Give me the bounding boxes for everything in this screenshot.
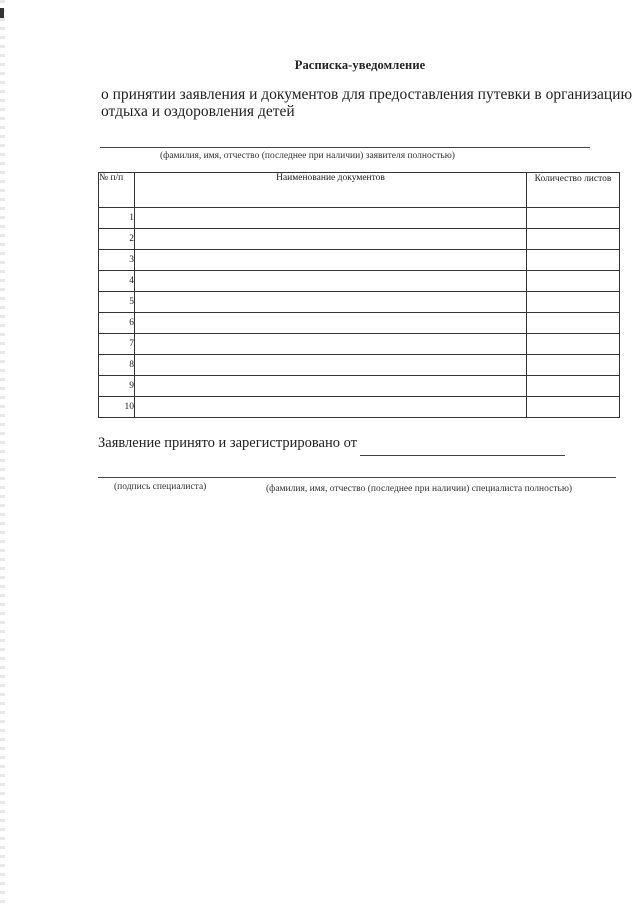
row-number: 3 (99, 250, 135, 271)
applicant-name-line[interactable] (100, 147, 590, 148)
sheet-count-cell[interactable] (527, 229, 620, 250)
table-row (99, 271, 620, 292)
row-number: 1 (99, 208, 135, 229)
document-name-cell[interactable] (135, 355, 527, 376)
registration-text: Заявление принято и зарегистрировано от (98, 435, 358, 451)
document-name-cell[interactable] (135, 397, 527, 418)
table-header-row (99, 173, 620, 208)
sheet-count-cell[interactable] (527, 313, 620, 334)
sheet-count-cell[interactable] (527, 271, 620, 292)
specialist-name-caption: (фамилия, имя, отчество (последнее при наличии) специалиста полностью) (266, 484, 573, 494)
header-num: № п/п (99, 173, 135, 208)
table-row (99, 397, 620, 418)
intro-text (101, 86, 633, 120)
header-sheet-count: Количество листов (527, 173, 620, 208)
scan-edge (0, 0, 5, 905)
sheet-count-cell[interactable] (527, 292, 620, 313)
table-row (99, 334, 620, 355)
sheet-count-cell[interactable] (527, 355, 620, 376)
table-row (99, 355, 620, 376)
table-row (99, 313, 620, 334)
sheet-count-cell[interactable] (527, 376, 620, 397)
row-number: 9 (99, 376, 135, 397)
row-number: 6 (99, 313, 135, 334)
row-number: 2 (99, 229, 135, 250)
table-row (99, 208, 620, 229)
document-name-cell[interactable] (135, 313, 527, 334)
document-name-cell[interactable] (135, 229, 527, 250)
specialist-signature-line[interactable] (98, 477, 616, 478)
table-row (99, 229, 620, 250)
table-body (99, 208, 620, 418)
documents-table (98, 172, 620, 418)
signature-caption: (подпись специалиста) (114, 482, 207, 492)
row-number: 5 (99, 292, 135, 313)
table-row (99, 250, 620, 271)
intro-line-2: отдыха и оздоровления детей (101, 103, 295, 120)
sheet-count-cell[interactable] (527, 208, 620, 229)
document-name-cell[interactable] (135, 271, 527, 292)
document-name-cell[interactable] (135, 376, 527, 397)
sheet-count-cell[interactable] (527, 250, 620, 271)
row-number: 10 (99, 397, 135, 418)
document-title: Расписка-уведомление (294, 58, 426, 72)
table-row (99, 376, 620, 397)
document-name-cell[interactable] (135, 250, 527, 271)
registration-date-field[interactable] (360, 455, 565, 456)
header-document-name: Наименование документов (135, 173, 527, 208)
table-row (99, 292, 620, 313)
row-number: 7 (99, 334, 135, 355)
document-name-cell[interactable] (135, 292, 527, 313)
row-number: 4 (99, 271, 135, 292)
sheet-count-cell[interactable] (527, 397, 620, 418)
document-name-cell[interactable] (135, 334, 527, 355)
intro-line-1: о принятии заявления и документов для предоставления путевки в организацию (101, 86, 633, 103)
document-name-cell[interactable] (135, 208, 527, 229)
scan-mark (0, 8, 4, 18)
sheet-count-cell[interactable] (527, 334, 620, 355)
applicant-caption: (фамилия, имя, отчество (последнее при наличии) заявителя полностью) (160, 151, 455, 161)
row-number: 8 (99, 355, 135, 376)
